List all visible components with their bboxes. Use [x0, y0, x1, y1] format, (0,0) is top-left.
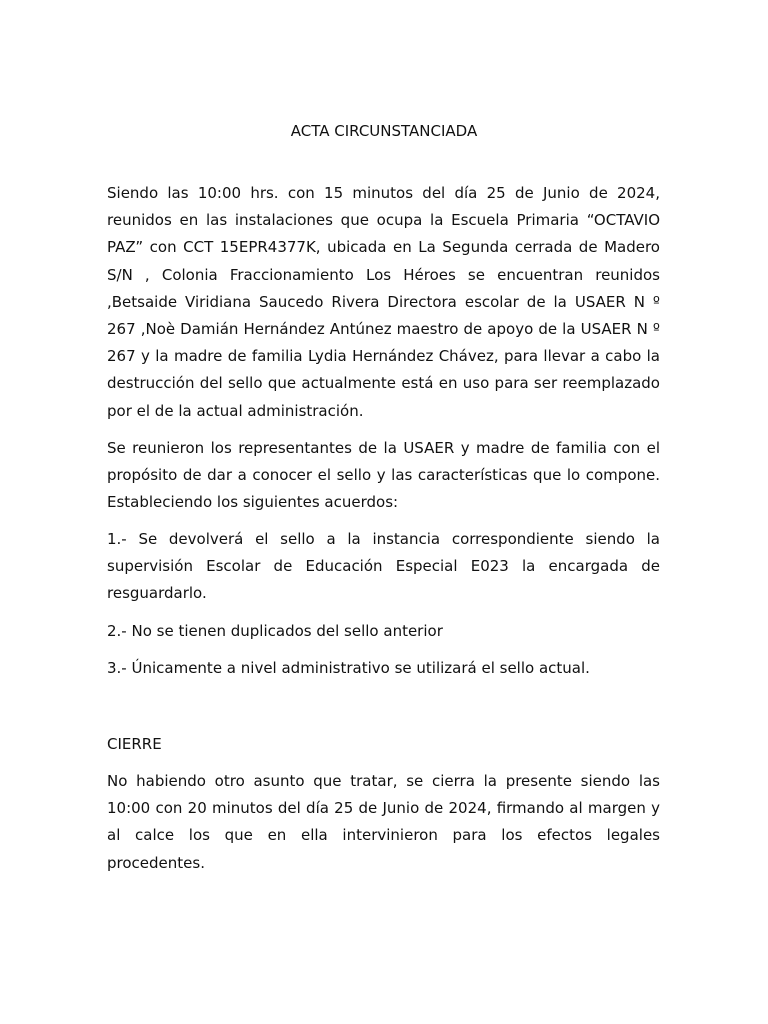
- agreement-2: 2.- No se tienen duplicados del sello anterior: [107, 622, 443, 640]
- paragraph-opening: Siendo las 10:00 hrs. con 15 minutos del día 25 de Junio de 2024, reunidos en las instalaciones que ocupa la Escuela Primaria “OCTAVIO PAZ” con CCT 15EPR4377K, ubicada en La Segunda cerrada de Madero S/N , Colonia Fraccionamiento Los Héroes se encuentran reunidos ,Betsaide Viridiana Saucedo Rivera Directora escolar de la USAER N º 267 ,Noè Damián Hernández Antúnez maestro de apoyo de la USAER N º 267 y la madre de familia Lydia Hernández Chávez, para llevar a cabo la destrucción del sello que actualmente está en uso para ser reemplazado por el de la actual administración.: [107, 184, 660, 420]
- paragraph-purpose: Se reunieron los representantes de la USAER y madre de familia con el propósito de dar a conocer el sello y las características que lo compone. Estableciendo los siguientes acuerdos:: [107, 439, 660, 512]
- closing-paragraph: No habiendo otro asunto que tratar, se cierra la presente siendo las 10:00 con 20 minutos del día 25 de Junio de 2024, firmando al margen y al calce los que en ella intervinieron para los efectos legales procedentes.: [107, 772, 660, 872]
- agreement-1: 1.- Se devolverá el sello a la instancia correspondiente siendo la supervisión Escolar de Educación Especial E023 la encargada de resguardarlo.: [107, 530, 660, 603]
- document-title: ACTA CIRCUNSTANCIADA: [290, 122, 478, 140]
- agreement-3: 3.- Únicamente a nivel administrativo se utilizará el sello actual.: [107, 659, 590, 677]
- closing-heading: CIERRE: [107, 735, 162, 753]
